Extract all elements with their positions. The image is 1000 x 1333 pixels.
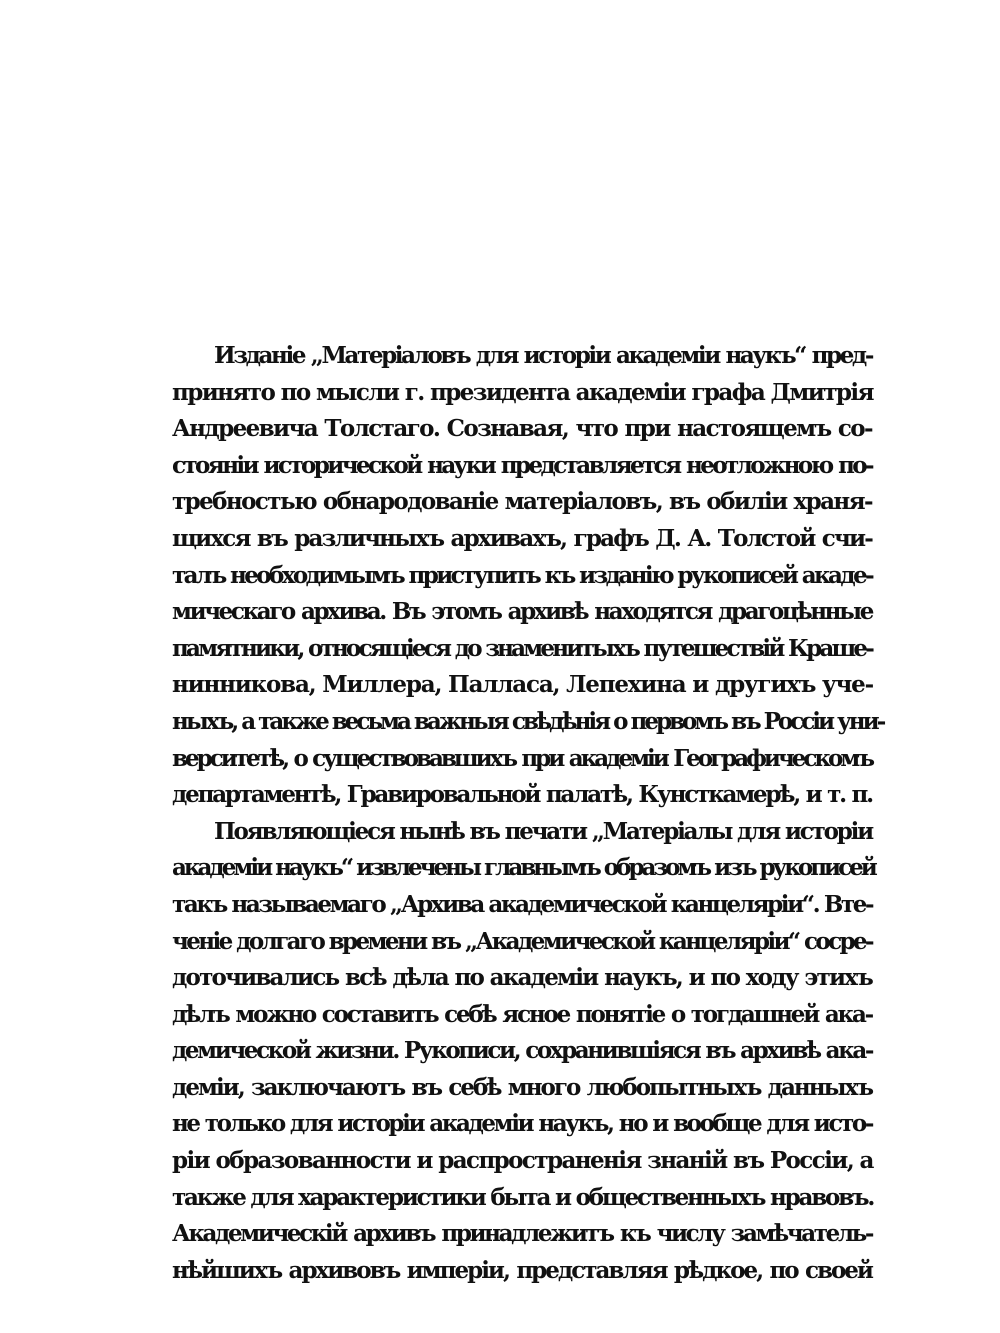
text-line: деміи, заключаютъ въ себѣ много любопытныхъ данныхъ xyxy=(172,1073,872,1101)
text-line: требностью обнародованіе матеріаловъ, въ обиліи храня- xyxy=(172,488,872,516)
text-line: Изданіе „Матеріаловъ для исторіи академіи наукъ“ пред- xyxy=(214,342,872,369)
text-line: не только для исторіи академіи наукъ, но и вообще для исто- xyxy=(172,1110,872,1138)
text-line: стояніи исторической науки представляется неотложною по- xyxy=(172,451,872,479)
text-line: ныхъ, а также весьма важныя свѣдѣнія о первомъ въ Россіи уни- xyxy=(172,707,884,735)
text-line: дѣлъ можно составить себѣ ясное понятіе о тогдашней ака- xyxy=(172,1000,872,1028)
text-line: Академическій архивъ принадлежитъ къ числу замѣчатель- xyxy=(172,1220,872,1248)
text-line: мическаго архива. Въ этомъ архивѣ находятся драгоцѣнные xyxy=(172,598,872,626)
text-line: Андреевича Толстаго. Сознавая, что при настоящемъ со- xyxy=(172,415,872,443)
text-line: нѣйшихъ архивовъ имперіи, представляя рѣдкое, по своей xyxy=(172,1256,872,1284)
text-line: ченіе долгаго времени въ „Академической канцеляріи“ сосре- xyxy=(172,927,872,955)
text-line: верситетѣ, о существовавшихъ при академіи Географическомъ xyxy=(172,744,872,772)
body-text xyxy=(172,338,884,1289)
text-line: Появляющіеся нынѣ въ печати „Матеріалы для исторіи xyxy=(214,817,872,845)
text-line: щихся въ различныхъ архивахъ, графъ Д. А. Толстой счи- xyxy=(172,524,872,552)
text-line: академіи наукъ“ извлечены главнымъ образомъ изъ рукописей xyxy=(172,854,875,882)
text-line: такъ называемаго „Архива академической канцеляріи“. Вте- xyxy=(172,890,873,918)
text-line: ріи образованности и распространенія знаній въ Россіи, а xyxy=(172,1147,873,1175)
text-line: памятники, относящіеся до знаменитыхъ путешествій Краше- xyxy=(172,634,872,662)
text-line: также для характеристики быта и общественныхъ нравовъ. xyxy=(172,1183,874,1211)
text-line: доточивались всѣ дѣла по академіи наукъ, и по ходу этихъ xyxy=(172,964,872,992)
text-line: талъ необходимымъ приступить къ изданію рукописей акаде- xyxy=(172,561,873,589)
text-line: демической жизни. Рукописи, сохранившіяся въ архивѣ ака- xyxy=(172,1037,872,1065)
text-line: департаментѣ, Гравировальной палатѣ, Кунсткамерѣ, и т. п. xyxy=(172,781,872,809)
text-line: принято по мысли г. президента академіи графа Дмитрія xyxy=(172,378,873,406)
text-line: нинникова, Миллера, Палласа, Лепехина и другихъ уче- xyxy=(172,671,873,699)
